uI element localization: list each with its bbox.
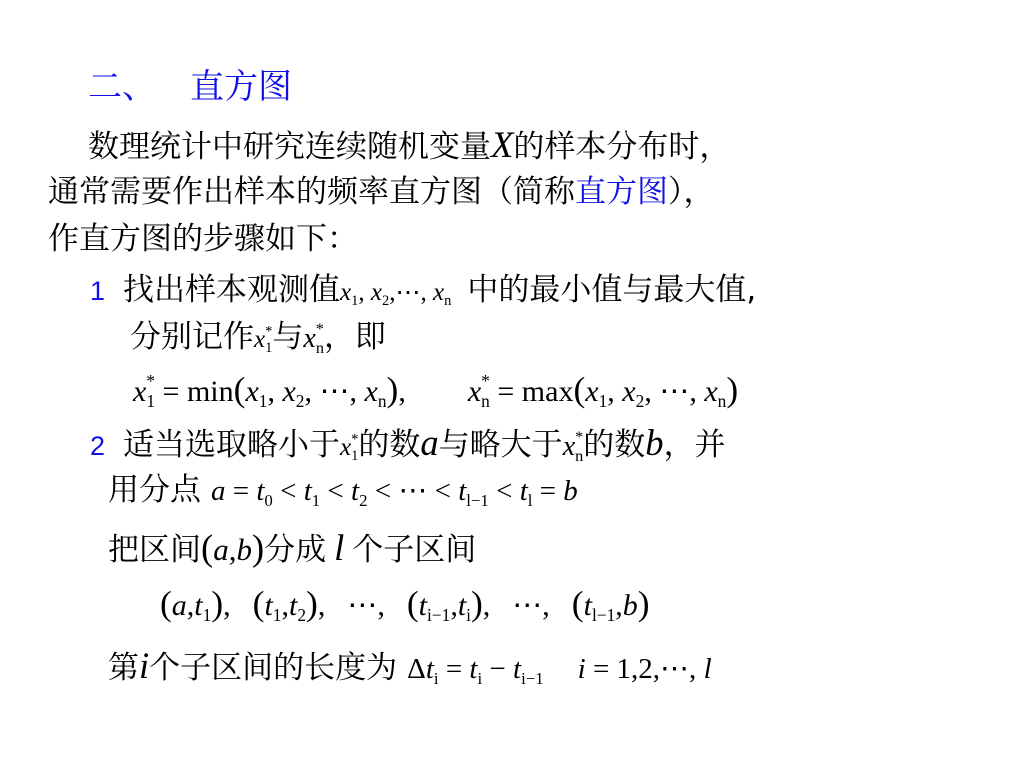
step-2-line-1: 2 适当选取略小于$x^*_1$的数a与略大于$x^*_n$的数b，并 [90, 422, 726, 465]
xn-star-formula: $x^*_n$ [303, 320, 324, 357]
section-title: 直方图 [190, 67, 292, 107]
step-1-line-2: 分别记作$x^*_1$与$x^*_n$，即 [130, 319, 386, 357]
step-1-number: 1 [90, 276, 106, 306]
interval-ab: (a,b) [201, 527, 265, 568]
section-numeral: 二、 [88, 67, 156, 107]
step-1-line-1: 1 找出样本观测值$x_1$, $x_2,\cdots$, $x_n$ 中的最小值与最大值, [90, 272, 757, 310]
intro-line-2: 通常需要作出样本的频率直方图（简称直方图）， [48, 174, 715, 210]
step-2-line-2: 用分点 $a = t_0 < t_1 < t_2$ < ⋯ < $t_{l-1} < t_l = b$ [108, 472, 578, 510]
interval-length-formula: $\Delta t_i = t_i - t_{i-1}$ i = 1,2,⋯, l [407, 653, 712, 688]
step-2-line-3: 把区间(a,b)分成 l 个子区间 [108, 527, 477, 568]
histogram-term: 直方图 [575, 174, 668, 210]
step-2-line-4: 第i个子区间的长度为 $\Delta t_i = t_i - t_{i-1}$ i = 1,2,⋯, l [108, 645, 712, 688]
subintervals-formula: $(a,t_1)$, $(t_1,t_2)$, ⋯, $(t_{i-1},t_i)$, ⋯, $(t_{l-1},b)$ [160, 583, 650, 626]
variable-x: X [491, 124, 514, 165]
x1-star-formula: $x^*_1$ [254, 323, 273, 357]
partition-formula: $a = t_0 < t_1 < t_2$ < ⋯ < $t_{l-1} < t_l = b$ [211, 475, 578, 510]
intro-line-3: 作直方图的步骤如下： [48, 221, 358, 257]
sample-list-formula: $x_1$, $x_2,\cdots$, $x_n$ [340, 279, 452, 310]
step-2-number: 2 [90, 431, 106, 461]
intro-line-1: 数理统计中研究连续随机变量X的样本分布时， [88, 124, 731, 165]
section-heading [88, 67, 292, 107]
min-max-formula: $x^*_1 = \min(x_1$, $x_2$, ⋯, $x_n$), $x^*_n = \max(x_1$, $x_2$, ⋯, $x_n$) [133, 369, 739, 412]
